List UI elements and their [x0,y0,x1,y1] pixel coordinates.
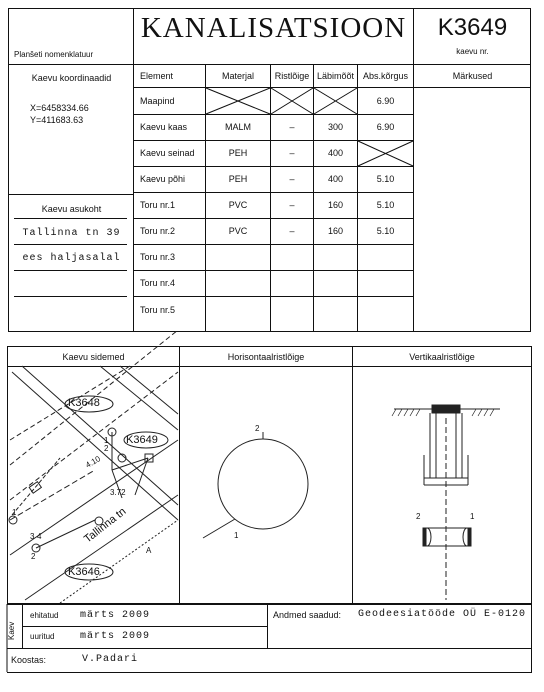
cell-element: Kaevu seinad [140,148,195,158]
cell-element: Toru nr.5 [140,305,176,315]
cell-cross: – [289,122,295,132]
site-label-street: Tallinna tn [82,505,129,546]
col-header-element: Element [140,71,174,81]
author-label: Koostas: [11,655,47,665]
cell-element: Toru nr.2 [140,226,176,236]
cell-diameter: 400 [327,174,344,184]
col-header-notes: Märkused [452,71,493,81]
vert-label-2: 2 [416,512,421,521]
horizontal-section [203,432,308,538]
site-label-num: 2 [31,552,36,561]
cell-cross: – [289,174,295,184]
cell-elevation: 5.10 [376,226,395,236]
pipe-label-1: 1 [234,531,239,540]
cell-material: MALM [224,122,251,132]
created-value: märts 2009 [80,610,151,621]
site-label-dist-2: 3.72 [110,488,126,497]
cell-material: PEH [228,148,248,158]
vertical-section [392,405,500,600]
cell-element: Maapind [140,96,175,106]
surveyed-label: uuritud [30,632,55,641]
site-plan-title: Kaevu sidemed [62,352,125,362]
page-title: KANALISATSIOON [140,12,407,44]
cell-material: PVC [228,226,248,236]
col-header-cross: Ristlõige [274,71,310,81]
location-line-1: Tallinna tn 39 [22,228,121,239]
col-header-elevation: Abs.kõrgus [362,71,409,81]
coords-label: Kaevu koordinaadid [31,73,112,83]
cell-material: PEH [228,174,248,184]
cell-element: Toru nr.3 [140,252,176,262]
vertical-section-title: Vertikaalristlõige [409,352,475,362]
site-label-num: 3 [30,532,35,541]
source-label: Andmed saadud: [273,610,342,620]
cell-elevation: 5.10 [376,200,395,210]
col-header-material: Materjal [221,71,254,81]
cell-cross: – [289,226,295,236]
col-header-diameter: Läbimõõt [316,71,355,81]
cell-cross: – [289,148,295,158]
site-label-well-a: K3648 [68,397,100,409]
surveyed-value: märts 2009 [80,631,151,642]
cell-elevation: 5.10 [376,174,395,184]
cell-diameter: 400 [327,148,344,158]
site-label-num: 2 [104,444,109,453]
cell-diameter: 160 [327,226,344,236]
site-label-well-c: K3646 [68,566,100,578]
cell-diameter: 300 [327,122,344,132]
site-label-well-b: K3649 [126,434,158,446]
well-id: K3649 [437,14,508,41]
cell-diameter: 160 [327,200,344,210]
coord-y: Y=411683.63 [30,115,84,125]
cell-element: Toru nr.1 [140,200,176,210]
cell-cross: – [289,200,295,210]
pipe-label-2: 2 [255,424,260,433]
footer-side-label: Kaev [7,621,16,640]
location-label: Kaevu asukoht [41,204,102,214]
well-id-label: kaevu nr. [456,47,489,56]
source-value: Geodeesiatööde OÜ E-0120 [358,609,527,620]
sheet-label: Planšeti nomenklatuur [14,50,94,59]
site-label-num: 1 [12,508,17,517]
cell-elevation: 6.90 [376,96,395,106]
vert-label-1: 1 [470,512,475,521]
cell-element: Toru nr.4 [140,278,176,288]
site-label-num: 4 [37,532,42,541]
site-label-dist-1: 4.10 [84,454,102,470]
site-label-num: 1 [104,436,109,445]
location-line-2: ees haljasalal [22,253,121,264]
cell-material: PVC [228,200,248,210]
coord-x: X=6458334.66 [30,103,89,113]
cell-element: Kaevu põhi [140,174,186,184]
horizontal-section-title: Horisontaalristlõige [227,352,305,362]
cell-elevation: 6.90 [376,122,395,132]
site-label-house: A [146,546,152,555]
cell-element: Kaevu kaas [140,122,188,132]
created-label: ehitatud [30,611,59,620]
author-value: V.Padari [82,654,139,665]
